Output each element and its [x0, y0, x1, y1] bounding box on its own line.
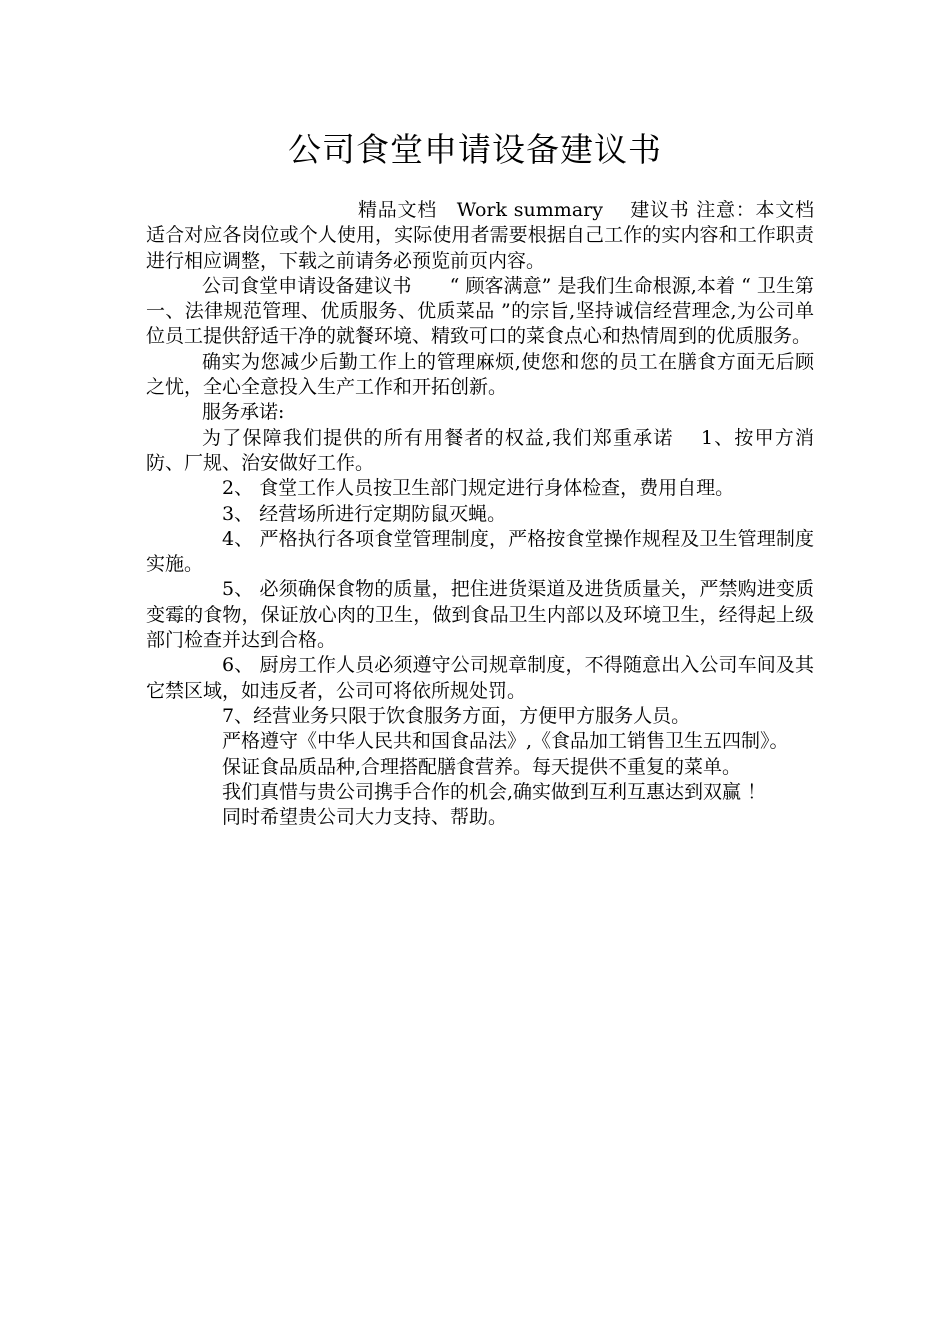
paragraph-purpose: 公司食堂申请设备建议书 “ 顾客满意” 是我们生命根源,本着 “ 卫生第一、法律规范管理、优质服务、优质菜品 ”的宗旨,坚持诚信经营理念,为公司单位员工提供舒适干净的就餐环境、精致可口的菜食点心和热情周到的优质服务。: [146, 274, 814, 348]
paragraph-intro: 精品文档 Work summary 建议书 注意：本文档适合对应各岗位或个人使用，实际使用者需要根据自己工作的实内容和工作职责进行相应调整，下载之前请务必预览前页内容。: [146, 199, 814, 272]
paragraph-food-quality: 保证食品质品种,合理搭配膳食营养。每天提供不重复的菜单。: [222, 755, 742, 778]
document-title: 公司食堂申请设备建议书: [288, 130, 662, 169]
paragraph-benefit: 确实为您减少后勤工作上的管理麻烦,使您和您的员工在膳食方面无后顾之忧，全心全意投入生产工作和开拓创新。: [146, 350, 814, 399]
document-body: [146, 198, 814, 830]
paragraph-commitment-1: 为了保障我们提供的所有用餐者的权益,我们郑重承诺 1、按甲方消防、厂规、治安做好工作。: [146, 426, 814, 474]
paragraph-commitment-2: 2、 食堂工作人员按卫生部门规定进行身体检查，费用自理。: [222, 477, 735, 500]
paragraph-commitment-7: 7、经营业务只限于饮食服务方面，方便甲方服务人员。: [222, 704, 691, 727]
paragraph-commitment-4: 4、 严格执行各项食堂管理制度，严格按食堂操作规程及卫生管理制度实施。: [146, 527, 814, 576]
paragraph-food-law: 严格遵守《中华人民共和国食品法》,《食品加工销售卫生五四制》。: [222, 730, 789, 753]
paragraph-commitment-5: 5、 必须确保食物的质量，把住进货渠道及进货质量关，严禁购进变质变霉的食物，保证放心肉的卫生，做到食品卫生内部以及环境卫生，经得起上级部门检查并达到合格。: [146, 578, 814, 652]
paragraph-cooperation: 我们真惜与贵公司携手合作的机会,确实做到互利互惠达到双赢 ！: [222, 780, 767, 803]
paragraph-commitment-6: 6、 厨房工作人员必须遵守公司规章制度，不得随意出入公司车间及其它禁区域，如违反者，公司可将依所规处罚。: [146, 654, 814, 702]
paragraph-service-heading: 服务承诺:: [202, 401, 285, 424]
paragraph-closing: 同时希望贵公司大力支持、帮助。: [222, 806, 508, 829]
paragraph-commitment-3: 3、 经营场所进行定期防鼠灭蝇。: [222, 502, 507, 525]
